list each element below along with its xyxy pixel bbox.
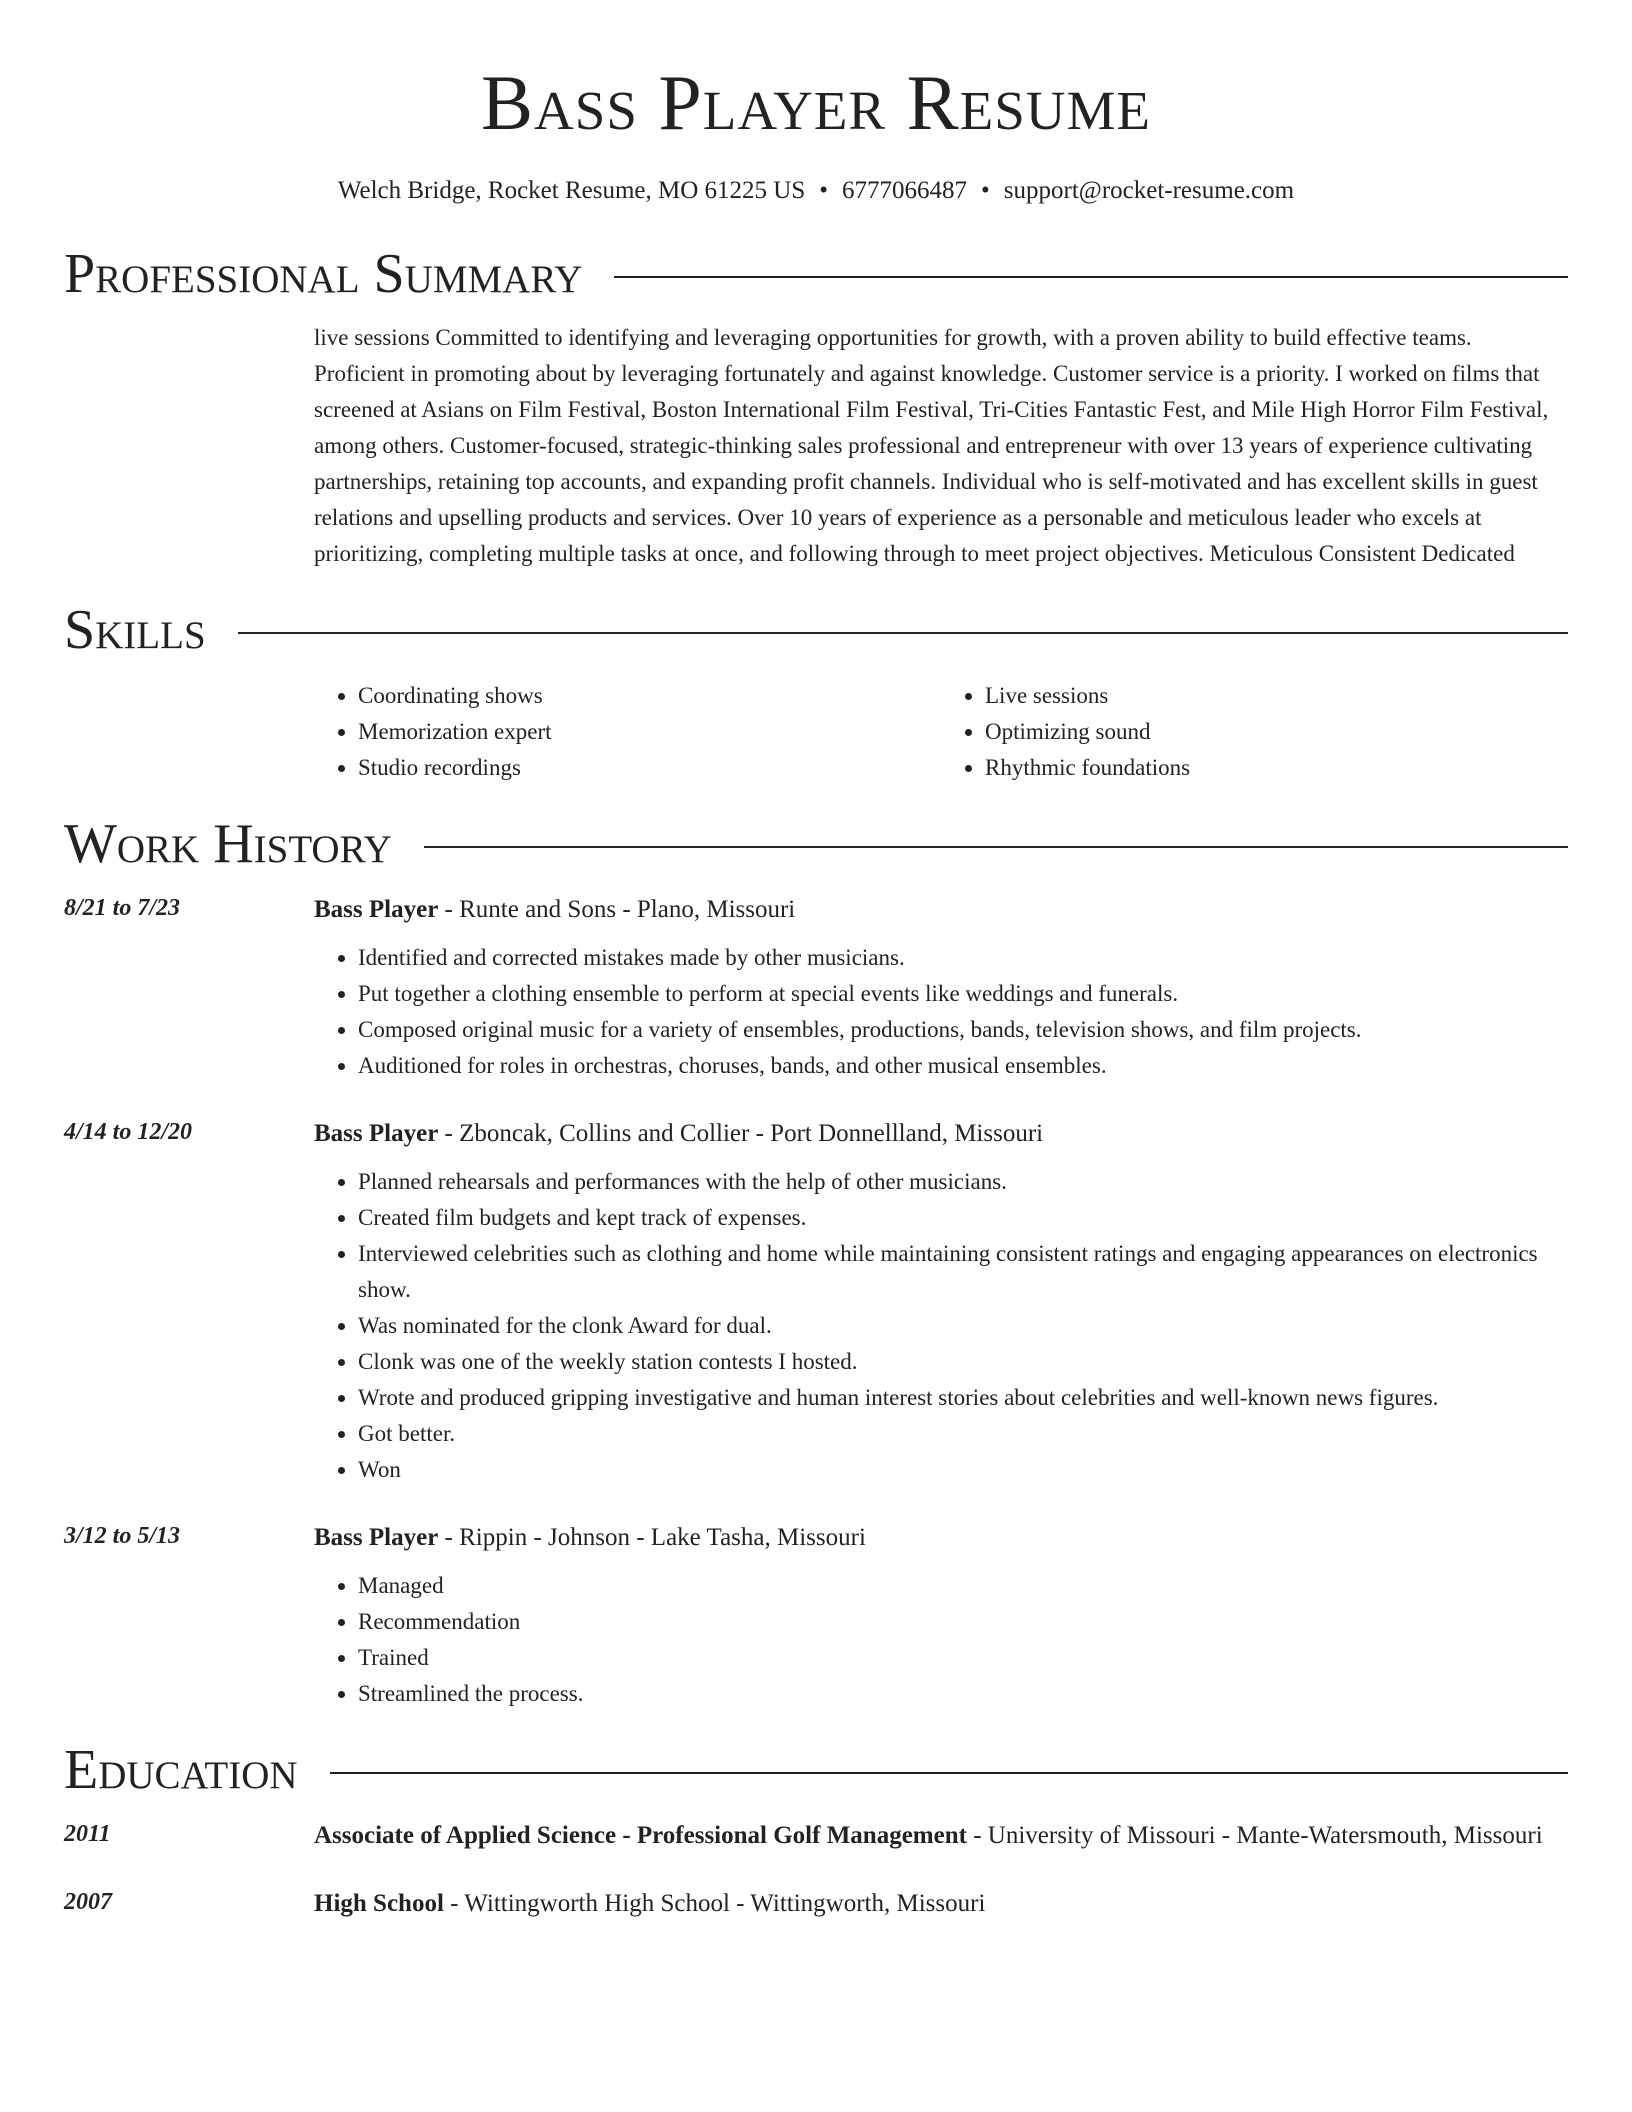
skills-column-left: [314, 678, 941, 786]
job-bullets: [314, 1568, 1568, 1712]
job-role: Bass Player: [314, 1524, 439, 1551]
resume-title: Bass Player Resume: [481, 59, 1151, 146]
skill-item: • Optimizing sound: [985, 714, 1568, 750]
work-section-title: Work History: [64, 813, 392, 875]
section-divider: [238, 632, 1568, 634]
education-entry: [64, 1884, 1568, 1924]
skill-item: • Memorization expert: [358, 714, 941, 750]
summary-body: [314, 320, 1568, 572]
job-bullet: • Created film budgets and kept track of expenses.: [358, 1200, 1568, 1236]
skill-item: • Rhythmic foundations: [985, 750, 1568, 786]
summary-section-header: [64, 243, 1568, 305]
contact-email: support@rocket-resume.com: [1003, 177, 1295, 204]
job-dates: 4/14 to 12/20: [64, 1119, 193, 1145]
job-role: Bass Player: [314, 896, 439, 923]
job-entry: [64, 890, 1568, 1084]
contact-line: [64, 176, 1568, 206]
education-details: - Wittingworth High School - Wittingworth, Missouri: [443, 1890, 986, 1917]
job-bullet: • Got better.: [358, 1416, 1568, 1452]
job-bullets: [314, 940, 1568, 1084]
work-section-header: [64, 813, 1568, 875]
job-bullet: • Was nominated for the clonk Award for dual.: [358, 1308, 1568, 1344]
job-dates: 3/12 to 5/13: [64, 1523, 181, 1549]
job-details: - Rippin - Johnson - Lake Tasha, Missouri: [438, 1524, 866, 1551]
education-section-title: Education: [64, 1739, 298, 1801]
skills-column-right: [941, 678, 1568, 786]
contact-address: Welch Bridge, Rocket Resume, MO 61225 US: [337, 177, 806, 204]
job-title-line: [314, 890, 1568, 930]
job-bullet: • Recommendation: [358, 1604, 1568, 1640]
job-bullet: • Streamlined the process.: [358, 1676, 1568, 1712]
job-bullet: • Interviewed celebrities such as clothing and home while maintaining consistent ratings and engaging appearances on electronics show.: [358, 1236, 1568, 1308]
education-body: [314, 1816, 1568, 1856]
contact-separator: •: [819, 177, 829, 204]
job-body: [314, 890, 1568, 1084]
job-entry: [64, 1114, 1568, 1488]
job-bullet: • Put together a clothing ensemble to perform at special events like weddings and funerals.: [358, 976, 1568, 1012]
job-dates: 8/21 to 7/23: [64, 895, 181, 921]
job-details: - Runte and Sons - Plano, Missouri: [438, 896, 796, 923]
job-bullet: • Identified and corrected mistakes made by other musicians.: [358, 940, 1568, 976]
education-section-header: [64, 1739, 1568, 1801]
job-title-line: [314, 1518, 1568, 1558]
summary-section-title: Professional Summary: [64, 243, 583, 305]
section-divider: [330, 1772, 1568, 1774]
skills-list: [314, 678, 1568, 786]
job-bullet: • Trained: [358, 1640, 1568, 1676]
job-body: [314, 1518, 1568, 1712]
education-details: - University of Missouri - Mante-Watersmouth, Missouri: [966, 1822, 1543, 1849]
summary-text: live sessions Committed to identifying and leveraging opportunities for growth, with a proven ability to build effective teams. Proficient in promoting about by leveraging fortunately and against knowledge. Customer service is a priority. I worked on films that screened at Asians on Film Festival, Boston International Film Festival, Tri-Cities Fantastic Fest, and Mile High Horror Film Festival, among others. Customer-focused, strategic-thinking sales professional and entrepreneur with over 13 years of experience cultivating partnerships, retaining top accounts, and expanding profit channels. Individual who is self-motivated and has excellent skills in guest relations and upselling products and services. Over 10 years of experience as a personable and meticulous leader who excels at prioritizing, completing multiple tasks at once, and following through to meet project objectives. Meticulous Consistent Dedicated: [314, 325, 1549, 566]
skills-section-header: [64, 599, 1568, 661]
job-body: [314, 1114, 1568, 1488]
job-bullet: • Auditioned for roles in orchestras, choruses, bands, and other musical ensembles.: [358, 1048, 1568, 1084]
education-degree: Associate of Applied Science - Professional Golf Management: [314, 1822, 967, 1849]
skill-item: • Coordinating shows: [358, 678, 941, 714]
skills-section-title: Skills: [64, 599, 206, 661]
education-title-line: [314, 1884, 1568, 1924]
education-entry: [64, 1816, 1568, 1856]
contact-separator: •: [981, 177, 990, 204]
job-bullet: • Won: [358, 1452, 1568, 1488]
education-title-line: [314, 1816, 1568, 1856]
section-divider: [424, 846, 1568, 848]
education-degree: High School: [314, 1890, 444, 1917]
job-details: - Zboncak, Collins and Collier - Port Donnellland, Missouri: [438, 1120, 1044, 1147]
job-bullet: • Planned rehearsals and performances with the help of other musicians.: [358, 1164, 1568, 1200]
contact-phone: 6777066487: [842, 177, 968, 204]
job-role: Bass Player: [314, 1120, 439, 1147]
job-bullet: • Clonk was one of the weekly station contests I hosted.: [358, 1344, 1568, 1380]
job-title-line: [314, 1114, 1568, 1154]
education-year: 2007: [64, 1889, 112, 1915]
job-bullet: • Managed: [358, 1568, 1568, 1604]
job-entry: [64, 1518, 1568, 1712]
section-divider: [614, 276, 1568, 278]
job-bullets: [314, 1164, 1568, 1488]
skill-item: • Live sessions: [985, 678, 1568, 714]
skill-item: • Studio recordings: [358, 750, 941, 786]
education-year: 2011: [64, 1821, 111, 1847]
education-body: [314, 1884, 1568, 1924]
job-bullet: • Composed original music for a variety of ensembles, productions, bands, television shows, and film projects.: [358, 1012, 1568, 1048]
job-bullet: • Wrote and produced gripping investigative and human interest stories about celebrities and well-known news figures.: [358, 1380, 1568, 1416]
